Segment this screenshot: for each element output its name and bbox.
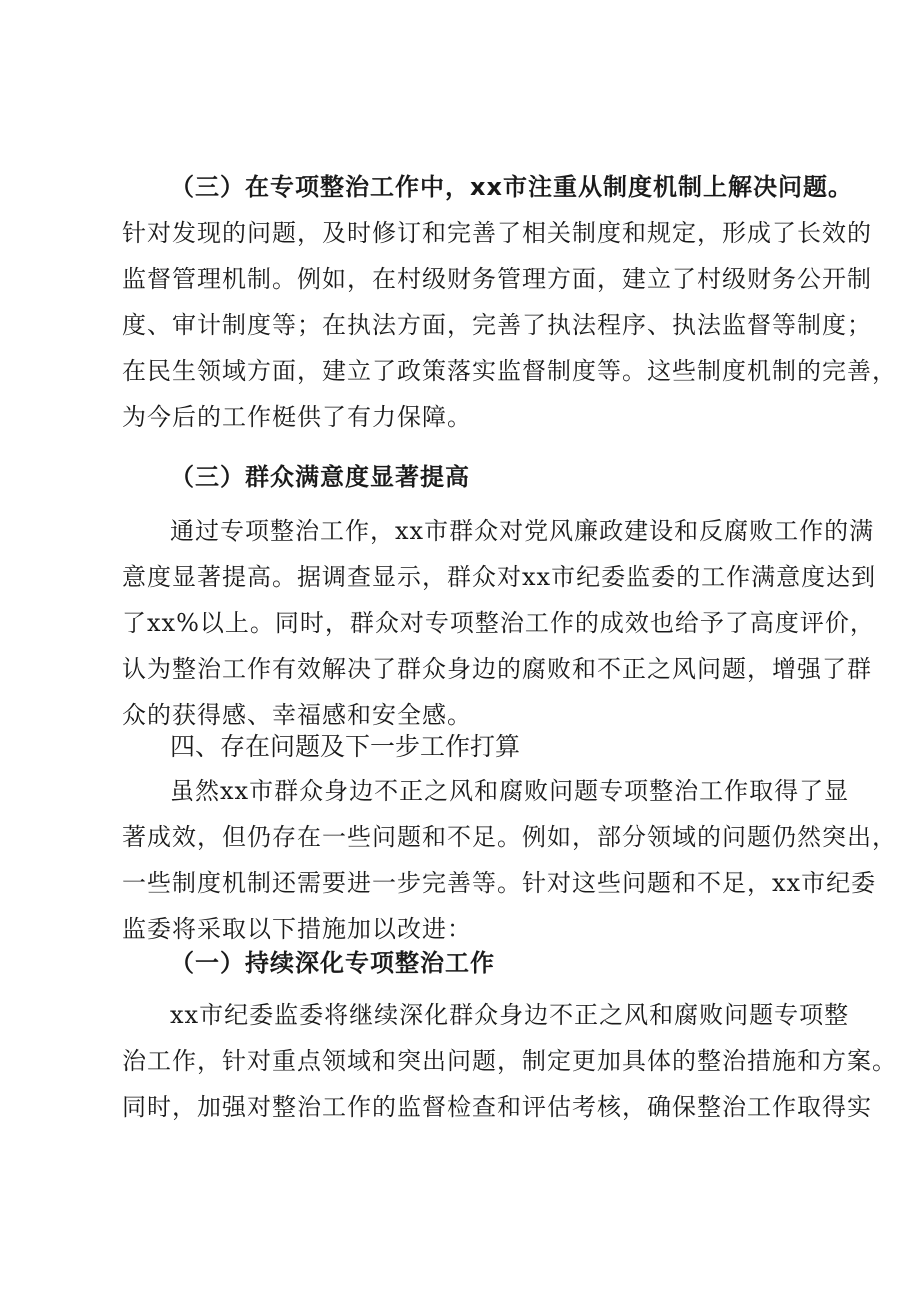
paragraph-line: 认为整治工作有效解决了群众身边的腐败和不正之风问题，增强了群 <box>122 655 872 683</box>
paragraph-deepen-rectification <box>122 992 897 1130</box>
paragraph-line: 著成效，但仍存在一些问题和不足。例如，部分领域的问题仍然突出， <box>122 823 897 851</box>
paragraph-line: 度、审计制度等；在执法方面，完善了执法程序、执法监督等制度； <box>122 311 872 339</box>
paragraph-line: 虽然xx市群众身边不正之风和腐败问题专项整治工作取得了显 <box>170 777 850 805</box>
paragraph-line: 意度显著提高。据调查显示，群众对xx市纪委监委的工作满意度达到 <box>122 563 877 591</box>
paragraph-line: 监督管理机制。例如，在村级财务管理方面，建立了村级财务公开制 <box>122 265 872 293</box>
paragraph-line: 监委将采取以下措施加以改进： <box>122 915 472 943</box>
paragraph-lead-sentence: （三）在专项整治工作中，xx市注重从制度机制上解决问题。 <box>170 173 853 201</box>
subheading-text: （一）持续深化专项整治工作 <box>170 949 495 977</box>
paragraph-problems <box>122 768 897 952</box>
paragraph-line: 治工作，针对重点领域和突出问题，制定更加具体的整治措施和方案。 <box>122 1047 897 1075</box>
heading-text: 四、存在问题及下一步工作打算 <box>170 732 521 761</box>
paragraph-line: 一些制度机制还需要进一步完善等。针对这些问题和不足，xx市纪委 <box>122 869 877 897</box>
paragraph-satisfaction <box>122 508 877 738</box>
paragraph-line: xx市纪委监委将继续深化群众身边不正之风和腐败问题专项整 <box>170 1001 850 1029</box>
paragraph-line: 通过专项整治工作，xx市群众对党风廉政建设和反腐败工作的满 <box>170 517 875 545</box>
subheading-satisfaction <box>122 454 807 500</box>
paragraph-system-mechanism <box>122 164 897 440</box>
subheading-deepen-rectification <box>122 940 807 986</box>
paragraph-line: 众的获得感、幸福感和安全感。 <box>122 701 472 729</box>
section-heading-problems <box>122 724 807 770</box>
paragraph-line: 在民生领域方面，建立了政策落实监督制度等。这些制度机制的完善， <box>122 357 897 385</box>
paragraph-line: 为今后的工作梃供了有力保障。 <box>122 403 472 431</box>
subheading-text: （三）群众满意度显著提高 <box>170 463 470 491</box>
paragraph-line: 同时，加强对整治工作的监督检查和评估考核，确保整治工作取得实 <box>122 1093 872 1121</box>
paragraph-line: 了xx%以上。同时，群众对专项整治工作的成效也给予了高度评价， <box>122 609 875 637</box>
paragraph-line: 针对发现的问题，及时修订和完善了相关制度和规定，形成了长效的 <box>122 219 872 247</box>
